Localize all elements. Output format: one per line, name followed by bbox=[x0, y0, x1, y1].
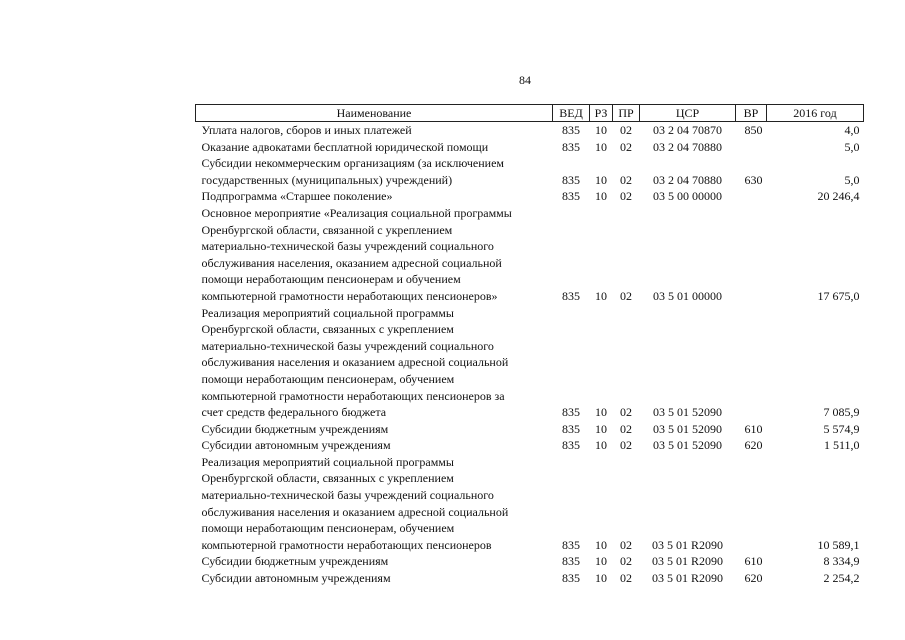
row-name-line: обслуживания населения и оказанием адресной социальной bbox=[201, 504, 509, 519]
row-name-line: Реализация мероприятий социальной программы bbox=[201, 305, 454, 320]
row-vr: 610 bbox=[744, 554, 763, 569]
row-name-line: Субсидии бюджетным учреждениям bbox=[201, 554, 389, 569]
row-sum: 2 254,2 bbox=[823, 571, 860, 586]
table-row bbox=[196, 553, 864, 570]
row-name bbox=[196, 553, 553, 570]
row-name bbox=[196, 188, 553, 205]
row-ved: 835 bbox=[562, 123, 580, 137]
row-vr: 620 bbox=[744, 438, 763, 453]
row-rz: 10 bbox=[595, 139, 607, 154]
row-vr bbox=[736, 205, 767, 305]
row-csr: 03 5 01 R2090 bbox=[651, 571, 723, 586]
row-pr: 02 bbox=[620, 189, 632, 204]
row-ved: 835 bbox=[562, 288, 580, 303]
row-sum: 5 574,9 bbox=[823, 421, 860, 436]
row-rz: 10 bbox=[595, 288, 607, 303]
row-name-line: Субсидии автономным учреждениям bbox=[201, 438, 391, 453]
table-row bbox=[196, 570, 864, 587]
row-csr: 03 2 04 70870 bbox=[653, 123, 722, 137]
row-sum: 10 589,1 bbox=[817, 537, 860, 552]
row-sum: 1 511,0 bbox=[823, 438, 860, 453]
row-name bbox=[196, 155, 553, 188]
row-pr: 02 bbox=[620, 571, 632, 586]
row-sum: 17 675,0 bbox=[817, 288, 860, 303]
row-name-line: государственных (муниципальных) учреждений) bbox=[201, 172, 453, 187]
row-name-line: Подпрограмма «Старшее поколение» bbox=[201, 189, 393, 204]
row-ved: 835 bbox=[562, 421, 580, 436]
table-row bbox=[196, 188, 864, 205]
row-sum: 5,0 bbox=[844, 172, 860, 187]
row-vr: 610 bbox=[744, 421, 763, 436]
row-name bbox=[196, 437, 553, 454]
row-name bbox=[196, 122, 553, 139]
header-name: Наименование bbox=[196, 105, 553, 122]
row-rz: 10 bbox=[595, 172, 607, 187]
row-name bbox=[196, 205, 553, 305]
row-name bbox=[196, 454, 553, 554]
header-pr: ПР bbox=[613, 105, 640, 122]
row-ved: 835 bbox=[562, 438, 580, 453]
row-csr: 03 5 01 R2090 bbox=[651, 537, 723, 552]
table-row bbox=[196, 139, 864, 156]
row-name-line: материально-технической базы учреждений социального bbox=[201, 239, 494, 254]
row-name-line: Оренбургской области, связанной с укреплением bbox=[201, 222, 453, 237]
row-sum: 4,0 bbox=[844, 123, 860, 137]
row-csr: 03 5 00 00000 bbox=[653, 189, 722, 204]
row-name-line: счет средств федерального бюджета bbox=[201, 405, 387, 420]
row-vr bbox=[736, 305, 767, 421]
row-vr: 620 bbox=[744, 571, 763, 586]
row-ved: 835 bbox=[562, 537, 580, 552]
table-body bbox=[196, 122, 864, 587]
row-name-line: компьютерной грамотности неработающих пенсионеров» bbox=[201, 288, 498, 303]
row-rz: 10 bbox=[595, 421, 607, 436]
table-header-row bbox=[196, 105, 864, 122]
row-name-line: Основное мероприятие «Реализация социальной программы bbox=[201, 205, 512, 220]
row-sum: 7 085,9 bbox=[823, 405, 860, 420]
table-row bbox=[196, 421, 864, 438]
row-name-line: Оказание адвокатами бесплатной юридической помощи bbox=[201, 139, 489, 154]
row-vr: 850 bbox=[744, 123, 763, 137]
header-ved: ВЕД bbox=[553, 105, 590, 122]
row-name-line: Оренбургской области, связанных с укреплением bbox=[201, 322, 454, 337]
row-pr: 02 bbox=[620, 554, 632, 569]
row-name-line: Субсидии некоммерческим организациям (за исключением bbox=[201, 156, 505, 171]
row-name bbox=[196, 305, 553, 421]
row-vr bbox=[736, 139, 767, 156]
table-row bbox=[196, 205, 864, 305]
row-csr: 03 5 01 52090 bbox=[653, 438, 722, 453]
row-rz: 10 bbox=[595, 405, 607, 420]
row-rz: 10 bbox=[595, 123, 607, 137]
budget-table bbox=[195, 104, 864, 587]
row-name-line: компьютерной грамотности неработающих пенсионеров bbox=[201, 537, 492, 552]
table-row bbox=[196, 305, 864, 421]
row-name-line: помощи неработающим пенсионерам и обучением bbox=[201, 272, 461, 287]
row-ved: 835 bbox=[562, 405, 580, 420]
row-pr: 02 bbox=[620, 421, 632, 436]
row-ved: 835 bbox=[562, 554, 580, 569]
row-pr: 02 bbox=[620, 438, 632, 453]
row-sum: 8 334,9 bbox=[823, 554, 860, 569]
row-name-line: материально-технической базы учреждений социального bbox=[201, 338, 494, 353]
row-csr: 03 2 04 70880 bbox=[653, 139, 722, 154]
row-name-line: обслуживания населения, оказанием адресной социальной bbox=[201, 255, 502, 270]
page-number: 84 bbox=[519, 73, 531, 87]
row-pr: 02 bbox=[620, 288, 632, 303]
row-pr: 02 bbox=[620, 405, 632, 420]
row-rz: 10 bbox=[595, 571, 607, 586]
row-vr bbox=[736, 454, 767, 554]
row-name-line: помощи неработающим пенсионерам, обучением bbox=[201, 371, 455, 386]
row-name-line: Субсидии бюджетным учреждениям bbox=[201, 421, 389, 436]
row-pr: 02 bbox=[620, 123, 632, 137]
row-sum: 5,0 bbox=[844, 139, 860, 154]
row-rz: 10 bbox=[595, 554, 607, 569]
table-row bbox=[196, 122, 864, 139]
row-name-line: Реализация мероприятий социальной программы bbox=[201, 454, 454, 469]
row-name-line: помощи неработающим пенсионерам, обучением bbox=[201, 521, 455, 536]
header-year: 2016 год bbox=[767, 105, 864, 122]
table-row bbox=[196, 437, 864, 454]
row-name-line: Оренбургской области, связанных с укреплением bbox=[201, 471, 454, 486]
row-csr: 03 5 01 52090 bbox=[653, 405, 722, 420]
header-rz: РЗ bbox=[590, 105, 613, 122]
row-name bbox=[196, 570, 553, 587]
row-ved: 835 bbox=[562, 571, 580, 586]
row-ved: 835 bbox=[562, 172, 580, 187]
row-name bbox=[196, 139, 553, 156]
row-csr: 03 5 01 52090 bbox=[653, 421, 722, 436]
row-name bbox=[196, 421, 553, 438]
row-csr: 03 2 04 70880 bbox=[653, 172, 722, 187]
row-sum: 20 246,4 bbox=[817, 189, 860, 204]
row-rz: 10 bbox=[595, 438, 607, 453]
row-vr: 630 bbox=[744, 172, 763, 187]
row-csr: 03 5 01 00000 bbox=[653, 288, 722, 303]
row-pr: 02 bbox=[620, 537, 632, 552]
row-pr: 02 bbox=[620, 139, 632, 154]
table-row bbox=[196, 454, 864, 554]
row-rz: 10 bbox=[595, 537, 607, 552]
header-csr: ЦСР bbox=[640, 105, 736, 122]
row-ved: 835 bbox=[562, 189, 580, 204]
row-name-line: Уплата налогов, сборов и иных платежей bbox=[201, 123, 412, 137]
table-row bbox=[196, 155, 864, 188]
row-name-line: материально-технической базы учреждений социального bbox=[201, 488, 494, 503]
row-ved: 835 bbox=[562, 139, 580, 154]
row-vr bbox=[736, 188, 767, 205]
row-csr: 03 5 01 R2090 bbox=[651, 554, 723, 569]
row-name-line: Субсидии автономным учреждениям bbox=[201, 571, 391, 586]
row-rz: 10 bbox=[595, 189, 607, 204]
row-pr: 02 bbox=[620, 172, 632, 187]
row-name-line: компьютерной грамотности неработающих пенсионеров за bbox=[201, 388, 505, 403]
row-name-line: обслуживания населения и оказанием адресной социальной bbox=[201, 355, 509, 370]
header-vr: ВР bbox=[736, 105, 767, 122]
